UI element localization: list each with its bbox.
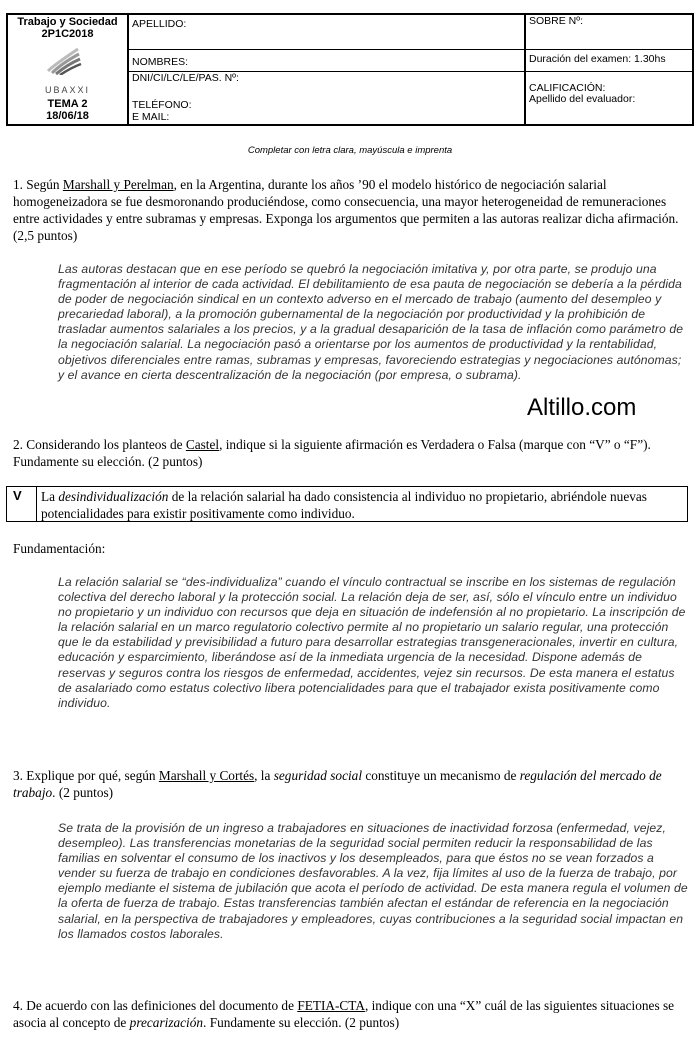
question-2 bbox=[13, 436, 685, 470]
answer-3: Se trata de la provisión de un ingreso a trabajadores en situaciones de inactividad forzosa (enfermedad, vejez, desempleo). Las transferencias monetarias de la seguridad social permiten reducir la responsabilidad de las familias en solventar el consumo de los inactivos y los desempleados, para que éstos no se vean forzados a vender su fuerza de trabajo en condiciones desfavorables. A la vez, fija límites al uso de la fuerza de trabajo, por ejemplo mediante el sistema de jubilación que acota el período de actividad. De esta manera regula el volumen de la oferta de fuerza de trabajo. Estas transferencias también afectan el estándar de referencia en la negociación salarial, en la perspectiva de trabajadores y empleadores, cuyas contribuciones a la seguridad social impactan en los llamados costos laborales. bbox=[58, 821, 688, 941]
ubaxxi-logo-icon bbox=[44, 45, 82, 75]
answer-1: Las autoras destacan que en ese período se quebró la negociación imitativa y, por otra parte, se produjo una fragmentación al interior de cada actividad. El debilitamiento de esa pauta de negociación se debería a la pérdida de poder de negociación sindical en un contexto adverso en el mercado de trabajo (aumento del desempleo y precariedad laboral), a la promoción gubernamental de la negociación por productividad y la prohibición de trasladar aumentos salariales a los precios, y a la gradual desaparición de la tasa de inflación como parámetro de la negociación salarial. La negociación pasó a orientarse por los aumentos de productividad y la rentabilidad, objetivos diferenciales entre ramas, subramas y empresas, favoreciendo estrategias y negociaciones autónomas; y el avance en cierta descentralización de la negociación (por empresa, o subrama). bbox=[58, 262, 684, 382]
dni-contact-field[interactable] bbox=[129, 71, 524, 124]
apellido-field[interactable] bbox=[129, 15, 524, 49]
tema: TEMA 2 bbox=[47, 98, 88, 110]
question-1 bbox=[13, 176, 685, 244]
q4-source: FETIA-CTA bbox=[297, 998, 365, 1013]
q4-em: precarización bbox=[129, 1015, 204, 1030]
tf-mark[interactable]: V bbox=[7, 487, 37, 521]
apellido-label: APELLIDO: bbox=[132, 18, 187, 30]
q3-mid2: constituye un mecanismo de bbox=[362, 768, 520, 783]
q3-authors: Marshall y Cortés bbox=[158, 768, 255, 783]
telefono-label: TELÉFONO: bbox=[132, 99, 192, 111]
evaluador-label: Apellido del evaluador: bbox=[529, 93, 636, 105]
duracion-field bbox=[526, 49, 692, 71]
tf-statement bbox=[41, 488, 681, 522]
q2-post: , indique si la siguiente afirmación es Verdadera o Falsa (marque con “V” o “F”). Fundamente su elección. (2 puntos) bbox=[13, 437, 651, 469]
calificacion-field[interactable] bbox=[526, 71, 692, 124]
q3-em1: seguridad social bbox=[273, 768, 363, 783]
calificacion-label: CALIFICACIÓN: bbox=[529, 82, 606, 94]
sobre-label: SOBRE Nº: bbox=[529, 15, 584, 27]
q1-pre: 1. Según bbox=[13, 177, 63, 192]
course-title: Trabajo y Sociedad bbox=[17, 16, 118, 28]
sobre-field[interactable] bbox=[526, 15, 692, 49]
exam-admin-fields bbox=[526, 15, 692, 124]
duracion-label: Duración del examen: 1.30hs bbox=[529, 53, 666, 65]
instruction-note: Completar con letra clara, mayúscula e imprenta bbox=[247, 145, 453, 156]
q4-post: . Fundamente su elección. (2 puntos) bbox=[203, 1015, 400, 1030]
dni-label: DNI/CI/LC/LE/PAS. Nº: bbox=[132, 72, 239, 84]
q3-post: . (2 puntos) bbox=[52, 785, 114, 800]
statement-post: de la relación salarial ha dado consistencia al individuo no propietario, abriéndole nuevas potencialidades para existir positivamente como individuo. bbox=[41, 489, 647, 521]
logo-text: UBAXXI bbox=[44, 85, 90, 95]
true-false-box bbox=[6, 486, 688, 522]
question-4 bbox=[13, 997, 685, 1031]
course-code: 2P1C2018 bbox=[41, 28, 94, 40]
nombres-label: NOMBRES: bbox=[132, 56, 189, 68]
course-info bbox=[8, 15, 129, 124]
answer-2: La relación salarial se “des-individualiza” cuando el vínculo contractual se inscribe en los sistemas de regulación colectiva del derecho laboral y la protección social. La relación deja de ser, así, sólo el vínculo entre un individuo no propietario y un individuo con recursos que deja en situación de indefensión al no propietario. La inscripción de la relación salarial en un marco regulatorio colectivo permite al no propietario un salario regular, una protección que le da estabilidad y previsibilidad a futuro para desarrollar estrategias transgeneracionales, invertir en cultura, educación y esparcimiento, liberándose así de la inmediata urgencia de la necesidad. Dispone además de reservas y seguros contra los riesgos de enfermedad, accidentes, vejez sin recursos. De esta manera el estatus de asalariado como estatus colectivo libera potencialidades para que el trabajador exista positivamente como individuo. bbox=[58, 575, 686, 710]
q4-pre: 4. De acuerdo con las definiciones del documento de bbox=[13, 998, 298, 1013]
question-3 bbox=[13, 767, 685, 801]
fundamentacion-label: Fundamentación: bbox=[13, 541, 106, 556]
exam-header bbox=[6, 13, 694, 126]
student-fields bbox=[129, 15, 526, 124]
statement-pre: La bbox=[41, 489, 59, 504]
q1-authors: Marshall y Perelman bbox=[62, 177, 174, 192]
q3-pre: 3. Explique por qué, según bbox=[13, 768, 159, 783]
nombres-field[interactable] bbox=[129, 49, 524, 71]
watermark: Altillo.com bbox=[527, 394, 637, 421]
statement-em: desindividualización bbox=[58, 489, 169, 504]
email-label: E MAIL: bbox=[132, 111, 170, 123]
q3-em2: regulación del mercado de trabajo bbox=[13, 768, 662, 800]
q4-mid: , indique con una “X” cuál de las siguientes situaciones se asocia al concepto de bbox=[13, 998, 675, 1030]
q2-author: Castel bbox=[185, 437, 220, 452]
q1-post: , en la Argentina, durante los años ’90 el modelo histórico de negociación salarial homogeneizadora se fue desmoronando produciéndose, como consecuencia, una mayor heterogeneidad de remuneraciones entre actividades y entre subramas y empresas. Exponga los argumentos que permiten a las autoras realizar dicha afirmación. (2,5 puntos) bbox=[13, 177, 679, 243]
q3-mid: , la bbox=[254, 768, 274, 783]
q2-pre: 2. Considerando los planteos de bbox=[13, 437, 186, 452]
exam-date: 18/06/18 bbox=[46, 110, 89, 122]
